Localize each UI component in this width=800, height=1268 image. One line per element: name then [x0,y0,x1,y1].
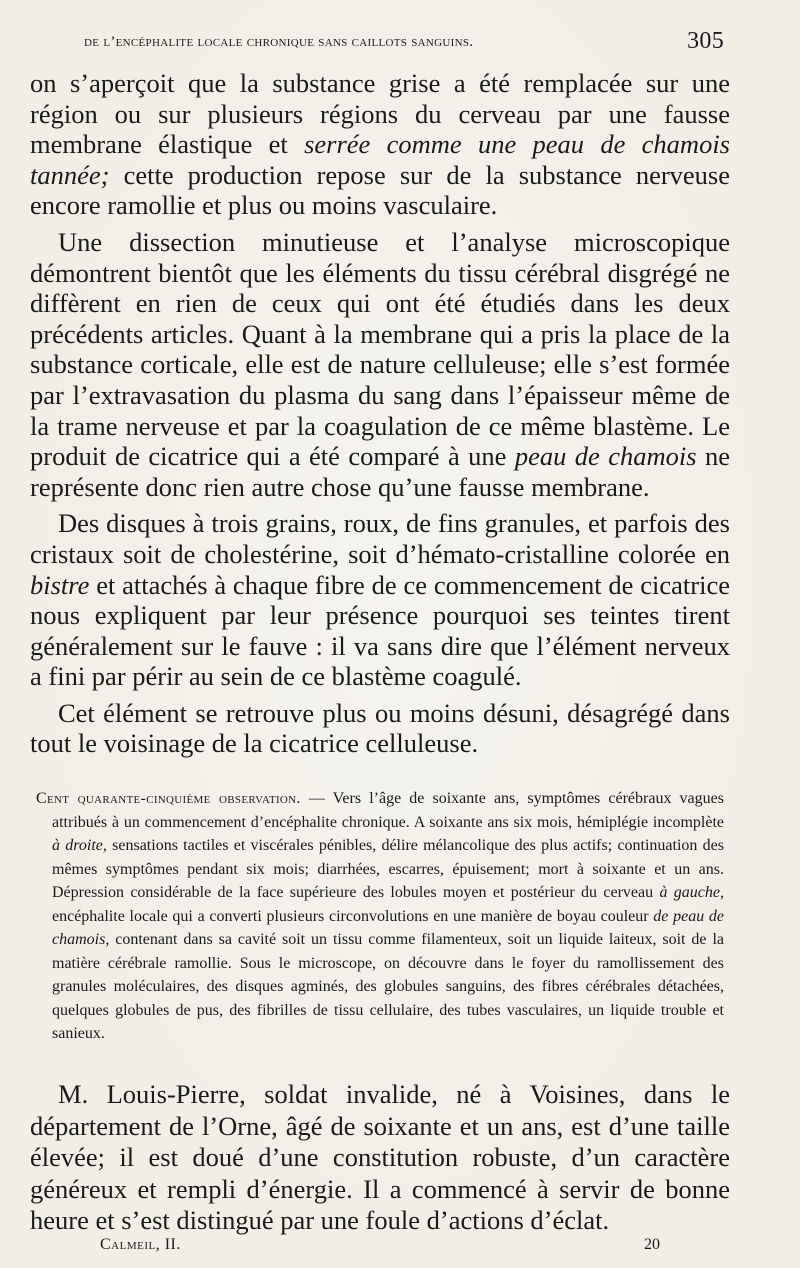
paragraph-1 [30,68,730,221]
case-paragraph: M. Louis-Pierre, soldat invalide, né à Voisines, dans le département de l’Orne, âgé de soixante et un ans, est d’une taille élevée; il est doué d’une constitution robuste, d’un caractère généreux et rempli d’énergie. Il a commencé à servir de bonne heure et s’est distingué par une foule d’actions d’éclat. [30,1079,730,1235]
paragraph-3 [30,508,730,692]
paragraph-2 [30,227,730,502]
paragraph-1-text-a: on s’aperçoit que la substance grise a été remplacée sur une région ou sur plusieurs régions du cerveau par une fausse membrane élastique et [30,68,730,160]
paragraph-3-text-b: et attachés à chaque fibre de ce commencement de cicatrice nous expliquent par leur présence pourquoi ses teintes tirent généralement sur le fauve : il va sans dire que l’élément nerveux a fini par périr au sein de ce blastème coagulé. [30,569,730,692]
page-number: 305 [687,28,724,54]
observation-text-1: — Vers l’âge de soixante ans, symptômes cérébraux vagues attribués à un commencement d’encéphalite chronique. A soixante ans six mois, hémiplégie incomplète [52,790,724,831]
observation-text-4: contenant dans sa cavité soit un tissu comme filamenteux, soit un liquide laiteux, soit de la matière cérébrale ramollie. Sous le microscope, on découvre dans le foyer du ramollissement des granules moléculaires, des disques agminés, des globules sanguins, des fibres cérébrales détachées, quelques globules de pus, des fibrilles de tissu cellulaire, des tubes vasculaires, un liquide trouble et sanieux. [52,931,724,1042]
observation-text-3: encéphalite locale qui a converti plusieurs circonvolutions en une manière de boyau couleur [52,907,654,925]
paragraph-2-text-a: Une dissection minutieuse et l’analyse microscopique démontrent bientôt que les éléments du tissu cérébral disgrégé ne diffèrent en rien de ceux qui ont été étudiés dans les deux précédents articles. Quant à la membrane qui a pris la place de la substance corticale, elle est de nature celluleuse; elle s’est formée par l’extravasation du plasma du sang dans l’épaisseur même de la trame nerveuse et par la coagulation de ce même blastème. Le produit de cicatrice qui a été comparé à une [30,226,730,472]
paragraph-2-text-b: ne représente donc rien autre chose qu’une fausse membrane. [30,441,730,502]
running-head-title: de l’encéphalite locale chronique sans caillots sanguins. [84,34,474,50]
running-head [84,28,724,54]
paragraph-3-italic: bistre [30,569,90,600]
observation-italic-1: à droite, [52,837,107,854]
case-text [30,1079,730,1237]
paragraph-1-text-b: cette production repose sur de la substance nerveuse encore ramollie et plus ou moins vasculaire. [30,159,730,221]
paragraph-2-italic: peau de chamois [514,441,697,472]
observation-paragraph [36,787,724,1046]
paragraph-1-italic: serrée comme une peau de chamois tannée; [30,129,730,190]
observation-text-2: sensations tactiles et viscérales pénibles, délire mélancolique des plus actifs; continuation des mêmes symptômes pendant six mois; diarrhées, escarres, épuisement; mort à soixante et un ans. Dépression considérable de la face supérieure des lobules moyen et postérieur du cerveau [52,837,725,901]
paragraph-3-text-a: Des disques à trois grains, roux, de fins granules, et parfois des cristaux soit de cholestérine, soit d’hémato-cristalline colorée en [30,508,730,569]
observation-heading: Cent quarante-cinquième observation. [36,790,301,807]
observation-italic-3: de peau de chamois, [52,907,724,948]
observation-italic-2: à gauche, [659,884,725,901]
paragraph-4: Cet élément se retrouve plus ou moins désuni, désagrégé dans tout le voisinage de la cicatrice celluleuse. [30,697,730,759]
observation-block [36,787,724,1046]
signature-mark: Calmeil, II. [100,1236,181,1253]
signature-number: 20 [644,1236,660,1253]
footer [100,1236,660,1254]
main-text [30,68,730,759]
